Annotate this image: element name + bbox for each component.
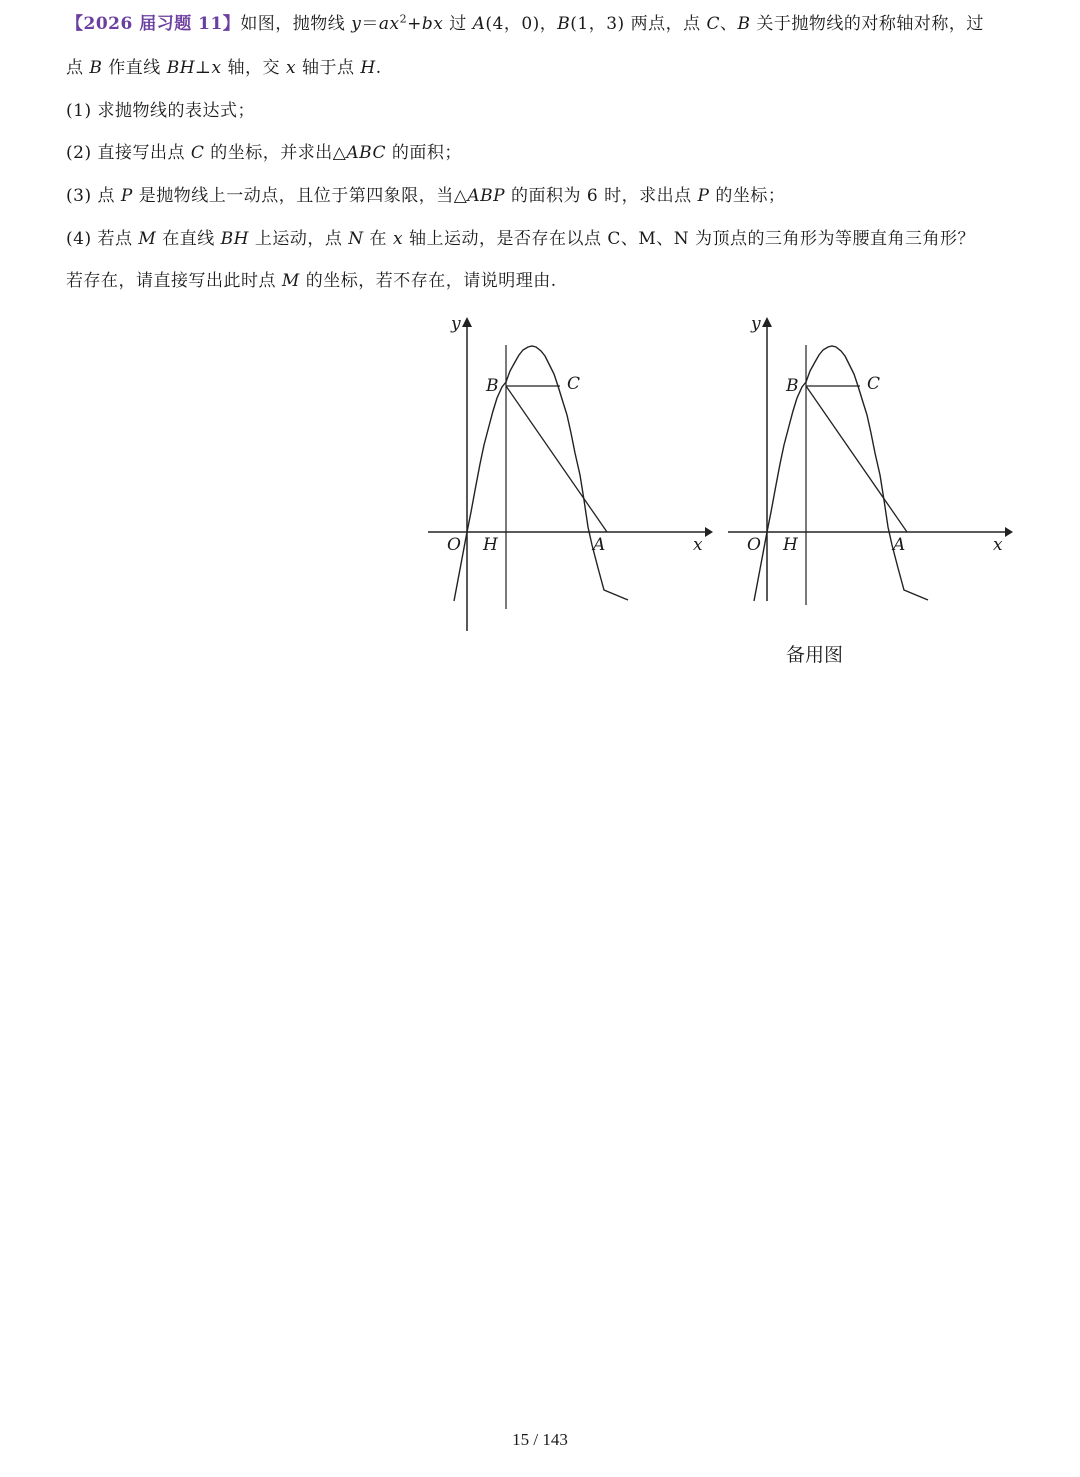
label-x: x xyxy=(693,535,703,555)
label-o: O xyxy=(447,535,461,555)
problem-stem-line-2 xyxy=(66,56,382,80)
figure-backup-svg xyxy=(720,305,1020,605)
question-2 xyxy=(66,141,462,165)
math: C xyxy=(706,14,721,34)
text: + xyxy=(407,14,422,34)
text: (1，3) 两点，点 xyxy=(570,14,707,34)
text: 轴，交 xyxy=(221,58,286,78)
question-4 xyxy=(66,227,975,251)
text: 轴于点 xyxy=(296,58,361,78)
question-1: (1) 求抛物线的表达式； xyxy=(66,101,255,121)
text: 若存在，请直接写出此时点 xyxy=(66,271,282,291)
math: P xyxy=(697,186,710,206)
parabola xyxy=(454,346,628,601)
math: H xyxy=(360,58,376,78)
text: 的面积为 6 时，求出点 xyxy=(505,186,698,206)
label-b: B xyxy=(486,376,499,396)
text: 是抛物线上一动点，且位于第四象限，当△ xyxy=(132,186,468,206)
x-axis-arrow xyxy=(705,527,713,537)
math: y xyxy=(351,14,362,34)
figure-main xyxy=(420,305,720,640)
text: 点 xyxy=(66,58,90,78)
label-h: H xyxy=(783,535,798,555)
segment-ba xyxy=(506,386,607,532)
text: 的坐标； xyxy=(709,186,786,206)
math: ax xyxy=(378,14,400,34)
math: B xyxy=(557,14,571,34)
text: 关于抛物线的对称轴对称，过 xyxy=(750,14,984,34)
math: x xyxy=(392,229,404,249)
math: x xyxy=(285,58,297,78)
question-4-continued xyxy=(66,269,557,293)
x-axis-arrow xyxy=(1005,527,1013,537)
text: 上运动，点 xyxy=(248,229,349,249)
text: 如图，抛物线 xyxy=(240,14,352,34)
page-number: 15 / 143 xyxy=(512,1430,568,1449)
problem-stem-line-1 xyxy=(66,12,984,36)
math: ABC xyxy=(346,143,386,163)
math: M xyxy=(281,271,300,291)
label-y: y xyxy=(451,314,461,334)
text: 的坐标，若不存在，请说明理由. xyxy=(299,271,557,291)
text: 的面积； xyxy=(385,143,462,163)
label-x: x xyxy=(993,535,1003,555)
label-o: O xyxy=(747,535,761,555)
math: x xyxy=(211,58,222,78)
math: B xyxy=(89,58,103,78)
text: 轴上运动，是否存在以点 C、M、N 为顶点的三角形为等腰直角三角形？ xyxy=(403,229,976,249)
math: P xyxy=(120,186,133,206)
text: (2) 直接写出点 xyxy=(66,143,191,163)
y-axis-arrow xyxy=(762,317,772,327)
math: C xyxy=(190,143,205,163)
math: B xyxy=(737,14,751,34)
figure-backup xyxy=(720,305,1020,605)
text: 过 xyxy=(443,14,473,34)
text: ＝ xyxy=(361,14,379,34)
figure-caption: 备用图 xyxy=(786,644,844,666)
text: 、 xyxy=(720,14,738,34)
label-b: B xyxy=(786,376,799,396)
math: N xyxy=(348,229,364,249)
label-y: y xyxy=(751,314,761,334)
text: ⊥ xyxy=(195,58,212,78)
superscript: 2 xyxy=(399,12,408,26)
label-a: A xyxy=(593,535,606,555)
text: (4) 若点 xyxy=(66,229,139,249)
label-c: C xyxy=(867,374,881,394)
math: bx xyxy=(421,14,444,34)
text: 在直线 xyxy=(156,229,221,249)
math: A xyxy=(472,14,486,34)
math: BH xyxy=(220,229,249,249)
math: BH xyxy=(166,58,196,78)
text: 作直线 xyxy=(102,58,167,78)
math: M xyxy=(138,229,157,249)
math: ABP xyxy=(467,186,506,206)
label-c: C xyxy=(567,374,581,394)
text: 的坐标，并求出△ xyxy=(204,143,347,163)
problem-tag: 【2026 届习题 11】 xyxy=(66,14,241,34)
text: 在 xyxy=(363,229,393,249)
label-a: A xyxy=(893,535,906,555)
segment-ba xyxy=(806,386,907,532)
label-h: H xyxy=(483,535,498,555)
parabola xyxy=(754,346,928,601)
text: (4，0)， xyxy=(485,14,558,34)
y-axis-arrow xyxy=(462,317,472,327)
text: . xyxy=(375,58,382,78)
question-3 xyxy=(66,184,785,208)
figure-main-svg xyxy=(420,305,720,640)
text: (3) 点 xyxy=(66,186,121,206)
